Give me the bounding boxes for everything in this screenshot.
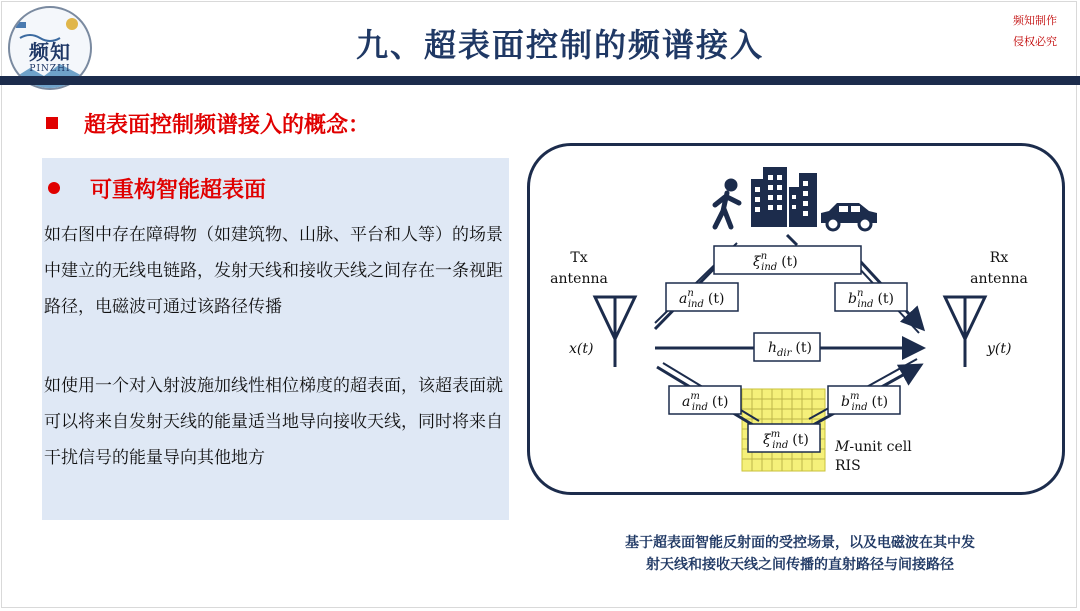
h-dir-label: $h_{dir}$ (t) [768, 340, 812, 359]
tx-antenna-icon [595, 297, 635, 367]
ris-label-line-1: M-unit cell [835, 439, 912, 455]
tx-label-line-1: Tx [570, 250, 588, 266]
ris-label-line-2: RIS [835, 458, 861, 474]
obstacles-scene [715, 167, 877, 230]
rx-label-line-2: antenna [970, 271, 1028, 287]
paragraph-obstacle-scenario: 如右图中存在障碍物（如建筑物、山脉、平台和人等）的场景中建立的无线电链路，发射天线和接收天线之间存在一条视距路径，电磁波可通过该路径传播 [44, 225, 503, 317]
logo-subtext: PINZHI [29, 64, 71, 74]
y-signal-label: y(t) [987, 341, 1012, 357]
scatter-link-path [787, 235, 797, 245]
a-m-label: $a^m$ ind (t) [682, 391, 729, 413]
slide-title: 九、超表面控制的频谱接入 [355, 26, 764, 64]
section-heading-text: 超表面控制频谱接入的概念： [84, 113, 371, 138]
rx-antenna-icon [945, 297, 985, 367]
figure-caption [560, 532, 1040, 576]
copyright-watermark [1000, 10, 1070, 52]
ris-channel-diagram [527, 143, 1065, 495]
person-icon [715, 179, 739, 227]
watermark-line-2: 侵权必究 [1013, 35, 1057, 48]
b-m-label: $b^m$ ind (t) [841, 391, 889, 413]
b-n-label: $b^n$ ind (t) [848, 288, 895, 310]
buildings-icon [751, 167, 817, 227]
rx-label-line-1: Rx [989, 250, 1009, 266]
caption-line-2: 射天线和接收天线之间传播的直射路径与间接路径 [646, 557, 954, 573]
paragraph-metasurface-steering: 如使用一个对入射波施加线性相位梯度的超表面，该超表面就可以将来自发射天线的能量适当地导向接收天线，同时将来自干扰信号的能量导向其他地方 [44, 376, 503, 468]
a-n-label: $a^n$ ind (t) [679, 288, 725, 310]
square-bullet-icon [46, 117, 58, 129]
watermark-line-1: 频知制作 [1013, 14, 1057, 27]
title-divider-bar [0, 76, 1080, 85]
caption-line-1: 基于超表面智能反射面的受控场景，以及电磁波在其中发 [625, 535, 975, 551]
xi-n-label: $\xi^n$ ind (t) [753, 251, 798, 273]
x-signal-label: x(t) [569, 341, 594, 357]
round-bullet-icon [48, 182, 60, 194]
logo-text: 频知 [29, 40, 71, 64]
xi-m-label: $\xi^m$ ind (t) [763, 429, 809, 451]
section-heading [46, 108, 370, 139]
sub-heading [48, 173, 266, 204]
car-icon [821, 203, 877, 230]
sub-heading-text: 可重构智能超表面 [90, 178, 267, 203]
tx-label-line-2: antenna [550, 271, 608, 287]
